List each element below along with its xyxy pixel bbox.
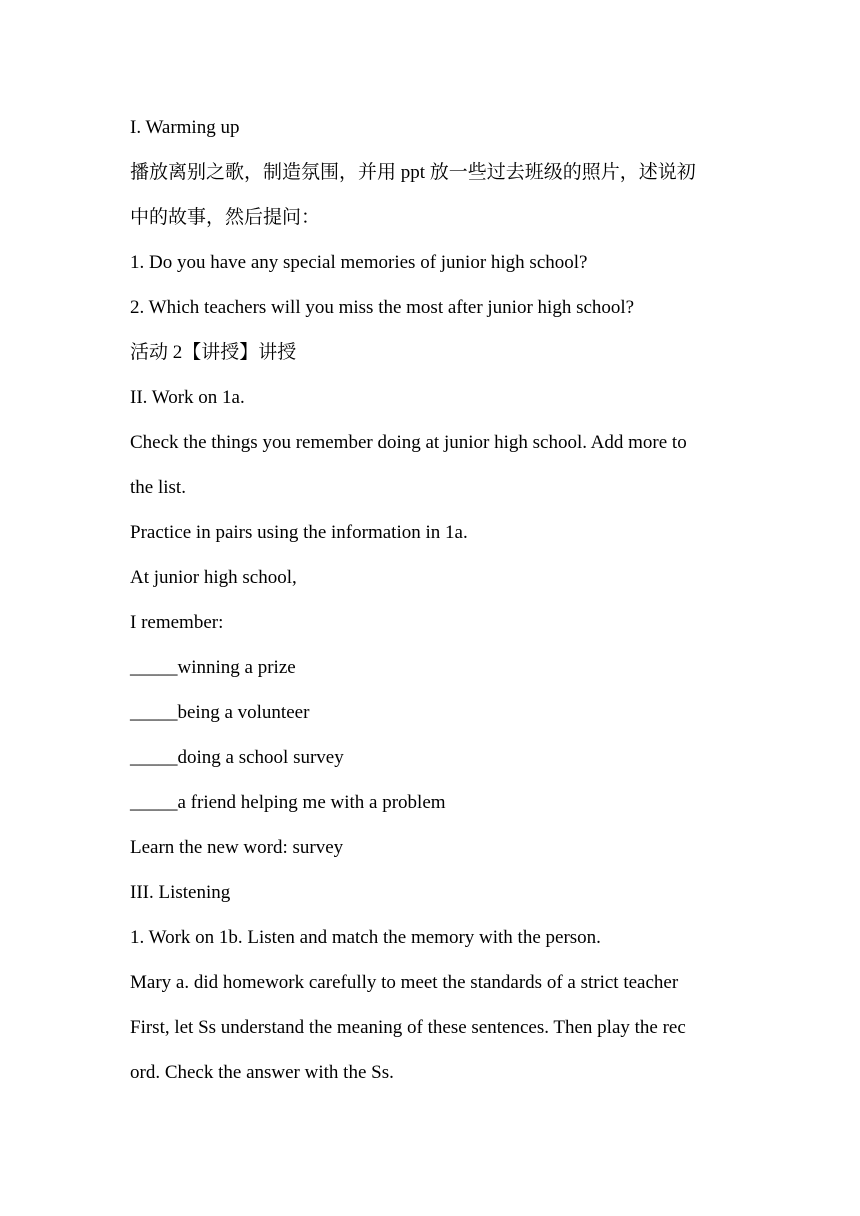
paragraph-line: 播放离别之歌，制造氛围，并用 ppt 放一些过去班级的照片，述说初	[130, 162, 696, 183]
paragraph-line: Check the things you remember doing at junior high school. Add more to	[130, 432, 687, 453]
paragraph-line: ord. Check the answer with the Ss.	[130, 1062, 394, 1083]
question-item: 2. Which teachers will you miss the most after junior high school?	[130, 297, 635, 318]
question-item: 1. Do you have any special memories of junior high school?	[130, 252, 588, 273]
activity-heading: 活动 2【讲授】讲授	[130, 342, 297, 363]
paragraph-line: Practice in pairs using the information in 1a.	[130, 522, 468, 543]
checklist-item: _____doing a school survey	[130, 747, 344, 768]
section-heading-listening: III. Listening	[130, 882, 231, 903]
paragraph-line: First, let Ss understand the meaning of these sentences. Then play the rec	[130, 1017, 686, 1038]
paragraph-line: Mary a. did homework carefully to meet the standards of a strict teacher	[130, 972, 679, 993]
section-heading-work-on-1a: II. Work on 1a.	[130, 387, 245, 408]
checklist-item: _____winning a prize	[130, 657, 296, 678]
paragraph-line: Learn the new word: survey	[130, 837, 344, 858]
paragraph-line: I remember:	[130, 612, 224, 633]
checklist-item: _____a friend helping me with a problem	[130, 792, 446, 813]
checklist-item: _____being a volunteer	[130, 702, 310, 723]
document-body	[130, 105, 734, 1095]
paragraph-line: the list.	[130, 477, 186, 498]
section-heading-warming-up: I. Warming up	[130, 117, 240, 138]
task-item: 1. Work on 1b. Listen and match the memory with the person.	[130, 927, 601, 948]
paragraph-line: 中的故事，然后提问：	[130, 207, 321, 228]
paragraph-line: At junior high school,	[130, 567, 297, 588]
